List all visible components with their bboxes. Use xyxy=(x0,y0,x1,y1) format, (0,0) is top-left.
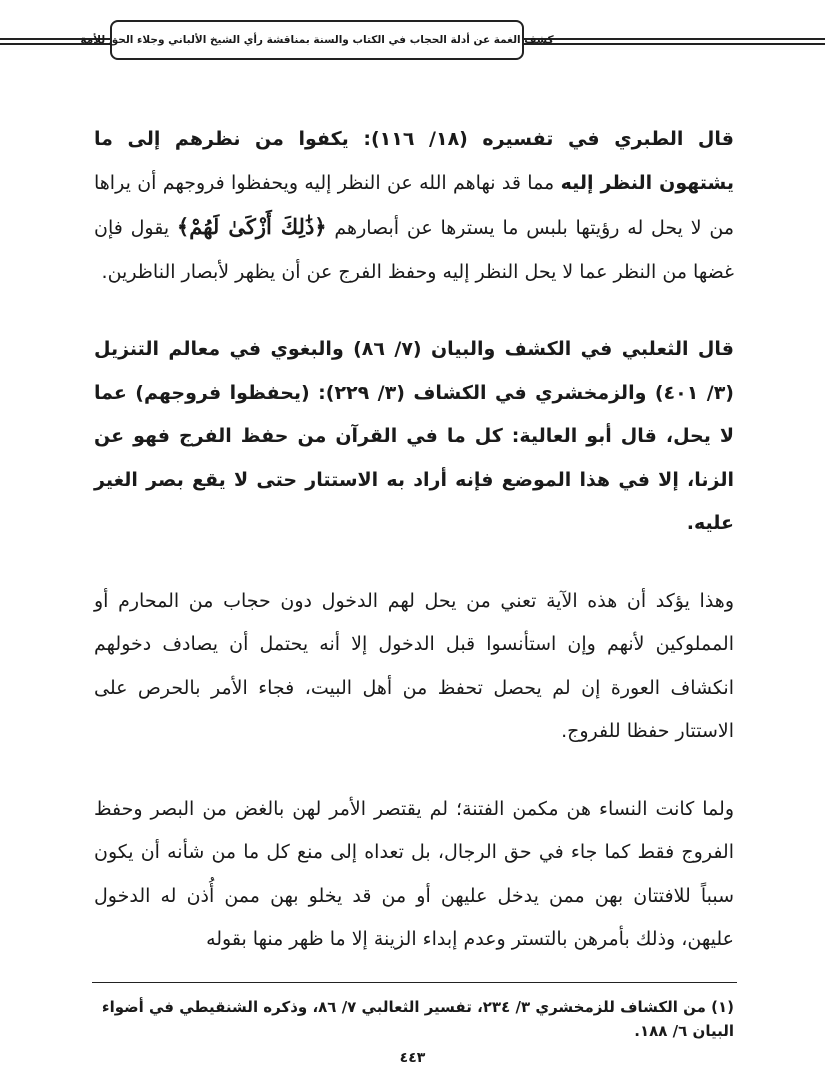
quran-verse: ﴿ذَٰلِكَ أَزْكَىٰ لَهُمْ﴾ xyxy=(176,214,327,239)
paragraph-text: يقول فإن غضها من النظر عما لا يحل النظر إليه وحفظ الفرج عن أن يظهر لأبصار الناظرين. xyxy=(94,217,734,283)
paragraph-text: مما قد نهاهم الله عن النظر إليه ويحفظوا فروجهم أن يراها من لا يحل له رؤيتها بلبس ما يسترها عن أبصارهم xyxy=(94,171,734,239)
page-body xyxy=(94,118,734,996)
running-title: كشف الغمة عن أدلة الحجاب في الكتاب والسنة بمناقشة رأي الشيخ الألباني وجلاء الحق للأمة xyxy=(80,34,554,46)
paragraph-women: ولما كانت النساء هن مكمن الفتنة؛ لم يقتصر الأمر لهن بالغض من البصر وحفظ الفروج فقط كما جاء في حق الرجال، بل تعداه إلى منع كل ما من شأنه أن يكون سبباً للافتتان بهن ممن يدخل عليهن أو من قد يخلو بهن ممن أُذن له الدخول عليهن، وذلك بأمرهن بالتستر وعدم إبداء الزينة إلا ما ظهر منها بقوله xyxy=(94,797,734,950)
paragraph-tabari xyxy=(94,118,734,294)
footnote-separator xyxy=(92,982,737,983)
page-number: ٤٤٣ xyxy=(399,1050,426,1066)
paragraph-thalabi: قال الثعلبي في الكشف والبيان (٧/ ٨٦) والبغوي في معالم التنزيل (٣/ ٤٠١) والزمخشري في الكشاف (٣/ ٢٢٩): (يحفظوا فروجهم) عما لا يحل، قال أبو العالية: كل ما في القرآن من حفظ الفرج فهو عن الزنا، إلا في هذا الموضع فإنه أراد به الاستتار حتى لا يقع بصر الغير عليه. xyxy=(94,338,734,534)
paragraph-lead: قال الطبري في تفسيره (١٨/ ١١٦): يكفوا من نظرهم إلى ما يشتهون النظر إليه xyxy=(94,128,734,194)
running-title-box xyxy=(80,20,554,60)
paragraph-interpretation: وهذا يؤكد أن هذه الآية تعني من يحل لهم الدخول دون حجاب من المحارم أو المملوكين لأنهم وإن استأنسوا قبل الدخول إلا أنه يحتمل أن يصادف دخولهم انكشاف العورة إن لم يحصل تحفظ من أهل البيت، فجاء الأمر بالحرص على الاستتار حفظا للفروج. xyxy=(94,589,734,742)
footnote: (١) من الكشاف للزمخشري ٣/ ٢٣٤، تفسير الثعالبي ٧/ ٨٦، وذكره الشنقيطي في أضواء البيان ٦/ ١٨٨. xyxy=(101,998,734,1040)
